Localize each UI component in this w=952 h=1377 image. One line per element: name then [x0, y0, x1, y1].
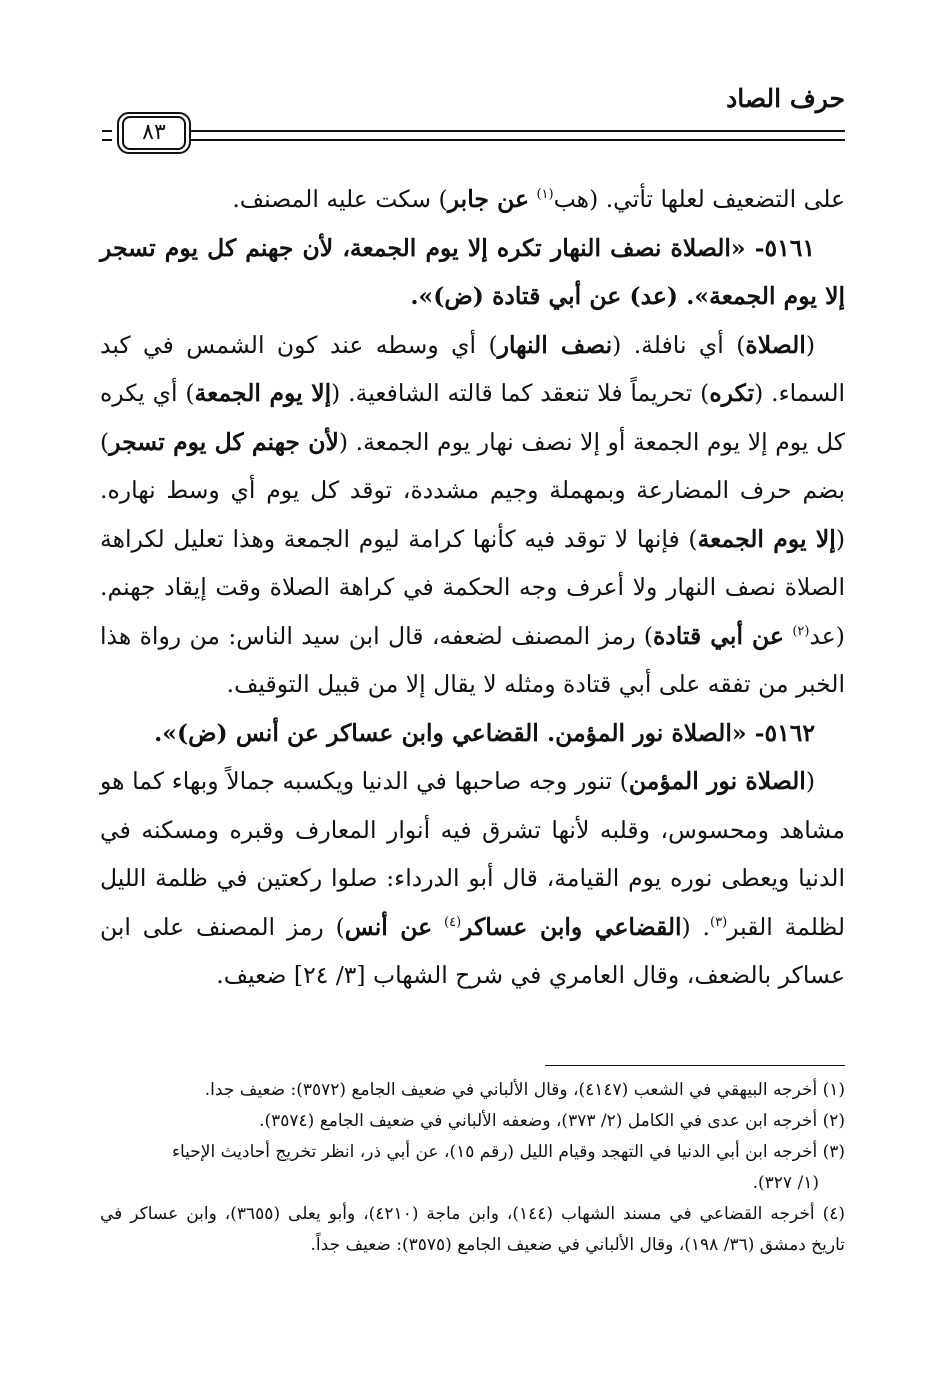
footnote-1: (١) أخرجه البيهقي في الشعب (٤١٤٧)، وقال الألباني في ضعيف الجامع (٣٥٧٢): ضعيف جدا.: [204, 1080, 845, 1100]
footnote-separator: [545, 1065, 845, 1066]
footnote-ref-1[interactable]: (١): [536, 187, 554, 203]
footnote-ref-2[interactable]: (٢): [792, 623, 810, 639]
header-rule: [190, 130, 845, 141]
commentary-5162: (الصلاة نور المؤمن) تنور وجه صاحبها في الدنيا ويكسبه جمالاً وبهاء كما هو مشاهد ومحسوس، وقلبه لأنها تشرق فيه أنوار المعارف وقبره ومسكنه في الدنيا ويعطى نوره يوم القيامة، قال أبو الدرداء: صلوا ركعتين في ظلمة الليل لظلمة القبر$^{(٣)}$. (القضاعي وابن عساكر$^{(٤)}$ عن أنس) رمز المصنف على ابن عساكر بالضعف، وقال العامري في شرح الشهاب [٣/ ٢٤] ضعيف.: [100, 767, 845, 989]
hadith-5161: ٥١٦١- «الصلاة نصف النهار تكره إلا يوم الجمعة، لأن جهنم كل يوم تسجر إلا يوم الجمعة». (عد) عن أبي قتادة (ض)».: [100, 233, 845, 310]
footnote-3-continuation: (١/ ٣٢٧).: [752, 1173, 819, 1193]
paragraph-continuation: على التضعيف لعلها تأتي. (هب$^{(١)}$ عن جابر) سكت عليه المصنف.: [232, 185, 845, 213]
book-page: [100, 70, 845, 1350]
footnote-3: (٣) أخرجه ابن أبي الدنيا في التهجد وقيام الليل (رقم ١٥)، عن أبي ذر، انظر تخريج أحاديث الإحياء: [171, 1142, 845, 1162]
hadith-5162: ٥١٦٢- «الصلاة نور المؤمن. القضاعي وابن عساكر عن أنس (ض)».: [154, 718, 815, 747]
footnote-ref-3[interactable]: (٣): [710, 914, 728, 930]
running-title: حرف الصاد: [726, 84, 845, 113]
footnote-4: (٤) أخرجه القضاعي في مسند الشهاب (١٤٤)، وابن ماجة (٤٢١٠)، وأبو يعلى (٣٦٥٥)، وابن عساكر في تاريخ دمشق (٣٦/ ١٩٨)، وقال الألباني في ضعيف الجامع (٣٥٧٥): ضعيف جداً.: [100, 1204, 845, 1255]
main-text: [100, 175, 845, 1000]
footnote-2: (٢) أخرجه ابن عدى في الكامل (٢/ ٣٧٣)، وضعفه الألباني في ضعيف الجامع (٣٥٧٤).: [259, 1111, 845, 1131]
header-rule-end-mark: [102, 130, 112, 141]
footnote-ref-4[interactable]: (٤): [444, 914, 462, 930]
page-number: ٨٣: [122, 116, 186, 150]
footnotes: [100, 1075, 845, 1261]
commentary-5161: (الصلاة) أي نافلة. (نصف النهار) أي وسطه عند كون الشمس في كبد السماء. (تكره) تحريماً فلا تنعقد كما قالته الشافعية. (إلا يوم الجمعة) أي يكره كل يوم إلا يوم الجمعة أو إلا نصف نهار يوم الجمعة. (لأن جهنم كل يوم تسجر) بضم حرف المضارعة وبمهملة وجيم مشددة، توقد كل يوم أي وسط نهاره. (إلا يوم الجمعة) فإنها لا توقد فيه كأنها كرامة ليوم الجمعة وهذا تعليل لكراهة الصلاة نصف النهار ولا أعرف وجه الحكمة في كراهة الصلاة وقت إيقاد جهنم. (عد$^{(٢)}$ عن أبي قتادة) رمز المصنف لضعفه، قال ابن سيد الناس: من رواة هذا الخبر من تفقه على أبي قتادة ومثله لا يقال إلا من قبيل التوقيف.: [100, 330, 846, 698]
